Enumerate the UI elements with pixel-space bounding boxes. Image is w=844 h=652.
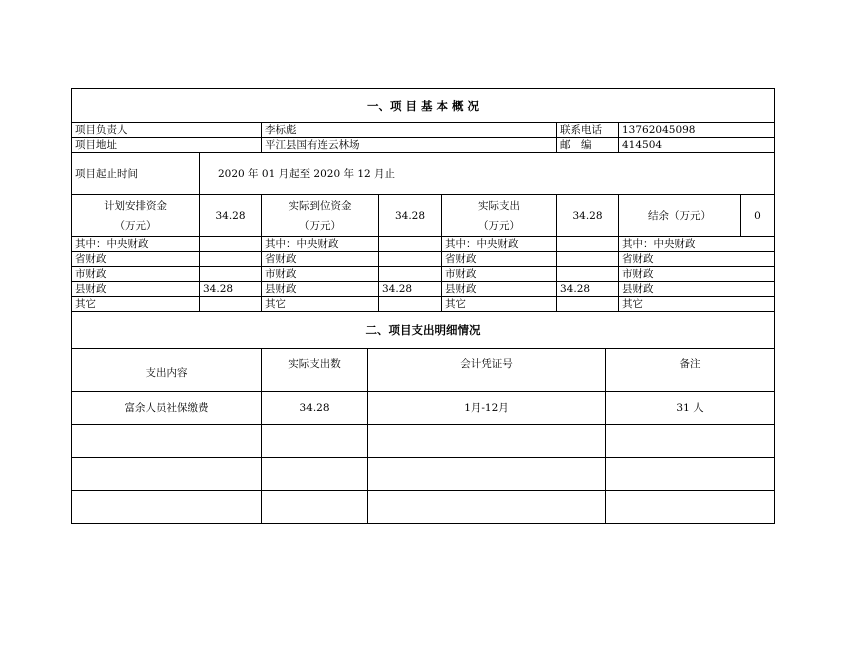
planned-cell: 34.28 <box>200 282 262 297</box>
spent-funds-label <box>442 195 557 237</box>
received-funds-title: 实际到位资金 <box>288 199 352 212</box>
funds-row-other <box>72 297 775 312</box>
spent-funds-value: 34.28 <box>557 195 619 237</box>
spent-cell <box>557 237 619 252</box>
phone-value: 13762045098 <box>619 123 775 138</box>
table-row <box>72 391 775 424</box>
funds-row-city <box>72 267 775 282</box>
leader-label: 项目负责人 <box>72 123 262 138</box>
period-value: 2020 年 01 月起至 2020 年 12 月止 <box>200 153 775 195</box>
received-cell <box>379 267 442 282</box>
planned-funds-value: 34.28 <box>200 195 262 237</box>
detail-remark-cell <box>606 424 775 457</box>
detail-amount-cell <box>262 424 368 457</box>
spent-label: 县财政 <box>442 282 557 297</box>
received-funds-value: 34.28 <box>379 195 442 237</box>
planned-funds-title: 计划安排资金 <box>104 199 167 212</box>
spent-cell <box>557 267 619 282</box>
detail-voucher-cell: 1月-12月 <box>368 391 606 424</box>
balance-row-label: 省财政 <box>619 252 775 267</box>
received-label: 省财政 <box>262 252 379 267</box>
received-cell <box>379 237 442 252</box>
balance-value: 0 <box>741 195 775 237</box>
leader-value: 李标彪 <box>262 123 557 138</box>
detail-voucher-cell <box>368 424 606 457</box>
postcode-label: 邮 编 <box>557 138 619 153</box>
planned-funds-label <box>72 195 200 237</box>
balance-row-label: 其它 <box>619 297 775 312</box>
balance-label: 结余（万元） <box>619 195 741 237</box>
table-row <box>72 424 775 457</box>
spent-cell <box>557 297 619 312</box>
received-cell <box>379 297 442 312</box>
funds-row-province <box>72 252 775 267</box>
received-label: 其中：中央财政 <box>262 237 379 252</box>
col-header-content: 支出内容 <box>72 348 262 391</box>
received-label: 其它 <box>262 297 379 312</box>
detail-content-cell: 富余人员社保缴费 <box>72 391 262 424</box>
funds-row-label: 其中：中央财政 <box>72 237 200 252</box>
received-funds-unit: （万元） <box>299 219 341 232</box>
detail-voucher-cell <box>368 490 606 523</box>
spent-label: 其中：中央财政 <box>442 237 557 252</box>
spent-label: 市财政 <box>442 267 557 282</box>
detail-content-cell <box>72 424 262 457</box>
received-label: 市财政 <box>262 267 379 282</box>
section1-title: 一、项 目 基 本 概 况 <box>72 89 775 123</box>
received-funds-label <box>262 195 379 237</box>
received-label: 县财政 <box>262 282 379 297</box>
detail-amount-cell <box>262 457 368 490</box>
spent-cell: 34.28 <box>557 282 619 297</box>
col-header-remark: 备注 <box>606 348 775 391</box>
postcode-value: 414504 <box>619 138 775 153</box>
planned-cell <box>200 252 262 267</box>
spent-label: 省财政 <box>442 252 557 267</box>
spent-funds-unit: （万元） <box>478 219 520 232</box>
detail-remark-cell: 31 人 <box>606 391 775 424</box>
expense-detail-table <box>71 312 775 524</box>
spent-funds-title: 实际支出 <box>478 199 520 212</box>
project-basic-table <box>71 88 775 312</box>
detail-remark-cell <box>606 490 775 523</box>
planned-funds-unit: （万元） <box>114 219 157 232</box>
spent-label: 其它 <box>442 297 557 312</box>
detail-voucher-cell <box>368 457 606 490</box>
spent-cell <box>557 252 619 267</box>
col-header-voucher: 会计凭证号 <box>368 348 606 391</box>
col-header-amount: 实际支出数 <box>262 348 368 391</box>
detail-content-cell <box>72 457 262 490</box>
funds-row-label: 其它 <box>72 297 200 312</box>
received-cell <box>379 252 442 267</box>
planned-cell <box>200 237 262 252</box>
received-cell: 34.28 <box>379 282 442 297</box>
detail-amount-cell <box>262 490 368 523</box>
address-value: 平江县国有连云林场 <box>262 138 557 153</box>
detail-remark-cell <box>606 457 775 490</box>
balance-row-label: 其中：中央财政 <box>619 237 775 252</box>
detail-amount-cell: 34.28 <box>262 391 368 424</box>
detail-header-row <box>72 348 775 391</box>
section2-title: 二、项目支出明细情况 <box>72 312 775 348</box>
address-label: 项目地址 <box>72 138 262 153</box>
period-label: 项目起止时间 <box>72 153 200 195</box>
funds-row-central <box>72 237 775 252</box>
balance-row-label: 市财政 <box>619 267 775 282</box>
planned-cell <box>200 297 262 312</box>
detail-content-cell <box>72 490 262 523</box>
table-row <box>72 457 775 490</box>
balance-row-label: 县财政 <box>619 282 775 297</box>
funds-row-county <box>72 282 775 297</box>
funds-row-label: 县财政 <box>72 282 200 297</box>
project-form <box>71 88 774 524</box>
phone-label: 联系电话 <box>557 123 619 138</box>
planned-cell <box>200 267 262 282</box>
funds-row-label: 省财政 <box>72 252 200 267</box>
table-row <box>72 490 775 523</box>
funds-row-label: 市财政 <box>72 267 200 282</box>
